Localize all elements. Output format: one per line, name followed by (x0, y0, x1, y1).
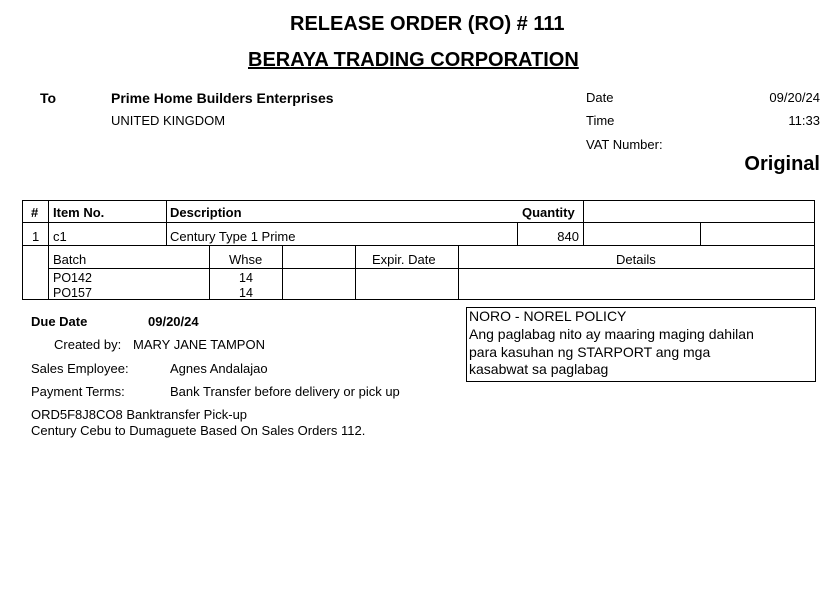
payment-terms-label: Payment Terms: (31, 384, 125, 399)
policy-title: NORO - NOREL POLICY (469, 308, 627, 324)
batch-row-whse: 14 (239, 271, 253, 285)
row-description: Century Type 1 Prime (170, 229, 296, 244)
col-divider (48, 245, 49, 300)
row-num: 1 (32, 229, 40, 244)
header-expir-date: Expir. Date (372, 252, 436, 267)
header-quantity: Quantity (522, 205, 575, 220)
items-table (22, 200, 815, 246)
col-divider (355, 245, 356, 300)
copy-type: Original (744, 153, 820, 175)
header-description: Description (170, 205, 242, 220)
col-divider (48, 200, 49, 246)
batch-row-batch: PO142 (53, 271, 92, 285)
items-header-divider (22, 222, 815, 223)
policy-line: para kasuhan ng STARPORT ang mga (469, 344, 711, 360)
col-divider (517, 222, 518, 246)
header-num: # (31, 205, 39, 220)
to-label: To (40, 90, 57, 106)
time-label: Time (586, 113, 615, 128)
created-by-label: Created by: (54, 337, 122, 352)
payment-terms-value: Bank Transfer before delivery or pick up (170, 384, 400, 399)
created-by-value: MARY JANE TAMPON (133, 337, 265, 352)
col-divider (700, 222, 701, 246)
col-divider (282, 245, 283, 300)
header-details: Details (616, 252, 656, 267)
batch-row-batch: PO157 (53, 286, 92, 300)
batch-header-divider (48, 268, 815, 269)
row-quantity: 840 (557, 229, 579, 244)
sales-employee-label: Sales Employee: (31, 361, 129, 376)
remark-line-1: ORD5F8J8CO8 Banktransfer Pick-up (31, 407, 248, 422)
row-item-no: c1 (53, 229, 67, 244)
remark-line-2: Century Cebu to Dumaguete Based On Sales Orders 112. (31, 423, 366, 438)
date-label: Date (586, 90, 614, 105)
time-value: 11:33 (788, 113, 820, 128)
batch-row-whse: 14 (239, 286, 253, 300)
col-divider (166, 200, 167, 246)
col-divider (583, 200, 584, 246)
date-value: 09/20/24 (769, 90, 820, 105)
document-title: RELEASE ORDER (RO) # 111 (290, 13, 565, 35)
header-whse: Whse (229, 252, 263, 267)
due-date-value: 09/20/24 (148, 314, 199, 329)
policy-line: Ang paglabag nito ay maaring maging dahilan (469, 326, 754, 342)
policy-line: kasabwat sa paglabag (469, 361, 609, 377)
company-name: BERAYA TRADING CORPORATION (248, 49, 579, 71)
sales-employee-value: Agnes Andalajao (170, 361, 268, 376)
col-divider (458, 245, 459, 300)
vat-number-label: VAT Number: (586, 137, 663, 152)
col-divider (209, 245, 210, 300)
header-batch: Batch (53, 252, 87, 267)
recipient-country: UNITED KINGDOM (111, 113, 226, 128)
header-item-no: Item No. (53, 205, 105, 220)
due-date-label: Due Date (31, 314, 88, 329)
recipient-name: Prime Home Builders Enterprises (111, 90, 334, 106)
